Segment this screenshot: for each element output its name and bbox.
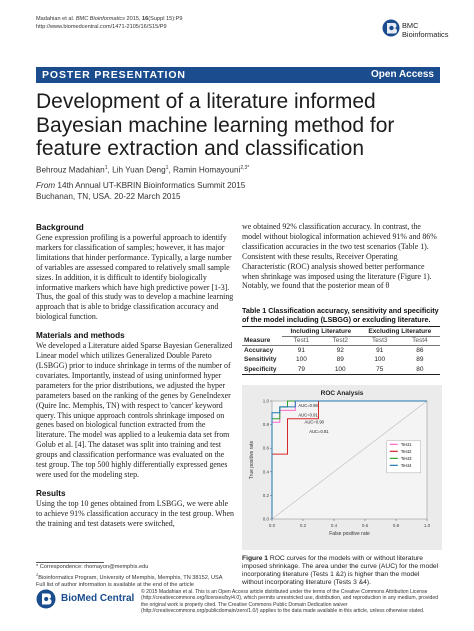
affiliation-sup: 2: [36, 572, 39, 578]
table-row: [242, 365, 440, 375]
logo-line1: BMC: [402, 21, 419, 30]
table-cell: 75: [360, 365, 400, 375]
figure-caption-text: ROC curves for the models with or without literature imposed shrinkage. The area under the curve (AUC) for the model incorporating literature (Tests 1 &2) is higher than the model without incorporating literature (Tests 3 &4).: [242, 555, 439, 587]
table-cell: 100: [295, 356, 307, 364]
conference-name: 14th Annual UT-KBRIN Bioinformatics Summit 2015: [57, 181, 246, 190]
affiliation: Bioinformatics Program, University of Memphis, Memphis, TN 38152, USA: [38, 575, 223, 582]
footnotes: [36, 564, 238, 589]
x-tick-label: 1.0: [423, 523, 431, 528]
y-tick-label: 0.6: [262, 445, 269, 451]
author-1-affil: 1: [104, 165, 108, 171]
right-column: [242, 222, 442, 291]
author-info: Full list of author information is available at the end of the article: [36, 582, 194, 589]
y-axis-label: True positive rate: [249, 440, 255, 480]
citation-header: [36, 16, 183, 31]
citation-url[interactable]: http://www.biomedcentral.com/1471-2105/16/S15/P9: [36, 23, 167, 30]
table-cell: 86: [416, 347, 424, 354]
table-cell: 91: [297, 347, 306, 354]
logo-line2: Bioinformatics: [402, 30, 449, 39]
biomed-central-logo: [36, 589, 136, 611]
results-text: Using the top 10 genes obtained from LSBGG, we were able to achieve 91% classification accuracy in the test group. When the training and test datasets were switched,: [36, 498, 234, 528]
row-label: Specificity: [242, 365, 282, 375]
legend-label-test3: Test3: [400, 455, 412, 461]
y-tick-label: 1.0: [262, 398, 269, 404]
bmc-bioinformatics-logo: [382, 19, 462, 53]
table-cell: 100: [374, 356, 386, 364]
bmc-logo-icon: [382, 19, 400, 37]
roc-figure: [242, 385, 442, 550]
y-tick-label: 0.4: [262, 469, 269, 475]
auc-annotation: AUC=0.90: [304, 419, 324, 425]
author-3-affil: 2,3*: [240, 165, 250, 171]
results-continued-text: we obtained 92% classification accuracy. In contrast, the model without biological information achieved 91% and 86% classification accuracies in the two test scenarios (Table 1). Consistent with these results, Receiver Operating Characteristic (ROC) analysis showed better performance when shrinkage was imposed using the literature (Figure 1). Notably, we found that the posterior mean of θ: [242, 222, 437, 291]
y-tick-label: 0.8: [262, 422, 269, 428]
legend-label-test4: Test4: [400, 462, 412, 468]
table-cell: 89: [416, 356, 424, 364]
x-tick-label: 0.4: [330, 523, 338, 528]
poster-label: POSTER PRESENTATION: [42, 69, 186, 81]
group-including-header: Including Literature: [282, 327, 360, 337]
affiliation-line: [36, 571, 238, 582]
background-heading: Background: [36, 223, 84, 232]
x-tick-label: 0.6: [361, 523, 369, 528]
conference-line1: [36, 180, 436, 191]
legend-label-test1: Test1: [400, 441, 412, 447]
column-header: Test4: [400, 336, 440, 346]
auc-annotation: AUC=0.98: [298, 402, 318, 408]
table-cell: 89: [336, 356, 344, 364]
x-axis-label: False positive rate: [329, 531, 370, 537]
table-row: [242, 355, 440, 365]
roc-chart: [242, 385, 442, 550]
classification-table: [242, 326, 440, 375]
article-title: Development of a literature informed Bayesian machine learning method for feature extraction and classification: [36, 90, 395, 160]
publisher-name: BioMed Central: [61, 593, 135, 604]
table-cell: 79: [282, 365, 321, 375]
column-header: Test1: [282, 336, 321, 346]
citation-journal: BMC Bioinformatics: [75, 16, 125, 22]
citation-year: 2015,: [124, 16, 143, 22]
table-cell: 92: [336, 347, 344, 354]
methods-heading: Materials and methods: [36, 331, 125, 341]
logo-text: [402, 21, 448, 39]
column-header: Test2: [321, 336, 360, 346]
author-2-affil: 1: [165, 165, 169, 171]
results-heading: Results: [36, 488, 66, 498]
group-excluding-header: Excluding Literature: [360, 327, 440, 337]
y-tick-label: 0.0: [262, 516, 269, 522]
chart-title: ROC Analysis: [320, 390, 364, 397]
figure-label: Figure 1: [242, 555, 269, 562]
conference-info: [36, 180, 436, 202]
measure-header: Measure: [242, 336, 282, 346]
table-caption: Table 1 Classification accuracy, sensitivity and specificity of the model including (LSBGG) or excluding literature.: [242, 306, 439, 324]
table-cell: 100: [321, 365, 360, 375]
from-label: From: [36, 181, 56, 190]
auc-annotation: AUC=0.81: [309, 428, 329, 434]
figure-caption: [242, 555, 442, 587]
table-cell: 91: [376, 347, 384, 354]
x-tick-label: 0.2: [299, 523, 307, 528]
methods-text: We developed a Literature aided Sparse Bayesian Generalized Linear model which utilizes Generalized Double Pareto (LSBGG) prior to induce shrinkage in terms of the number of covariates. Importantly, instead of using uninformed hyper parameters for the prior distributions, we adjusted the hyper parameters based on the ranking of the genes by GeneIndexer (Quire Inc. Memphis, TN) with respect to 'cancer' keyword query. This unique approach controls shrinkage imposed on genes based on biological function extracted from the literature. The model was applied to a leukemia data set from Golub et al. [4]. The dataset was split into training and test groups and classification performance was evaluated on the test group. The top 500 highly differentially expressed genes were used for the modeling step.: [36, 341, 233, 479]
author-2[interactable]: Lih Yuan Deng: [112, 165, 166, 175]
table-cell: 80: [400, 365, 440, 375]
left-column: [36, 222, 236, 529]
conference-place: Buchanan, TN, USA. 20-22 March 2015: [36, 192, 181, 201]
legend-label-test2: Test2: [400, 448, 412, 454]
x-tick-label: 0.0: [268, 523, 276, 528]
author-list: Behrouz Madahian$^1$, Lih Yuan Deng$^1$, Ramin Homayouni$^{2,3*}$: [36, 165, 250, 175]
row-label: Sensitivity: [244, 356, 277, 364]
open-access-label[interactable]: Open Access: [371, 69, 434, 80]
citation-line: [36, 16, 183, 24]
footnote-rule: [36, 562, 104, 563]
poster-presentation-band: [36, 67, 440, 83]
citation-authors: Madahian et al.: [36, 16, 75, 22]
license-text: © 2015 Madahian et al. This is an Open Access article distributed under the terms of the Creative Commons Attribution License (http://creativecommons.org/licenses/by/4.0), which permits unrestricted use, distribution, and reproduction in any medium, provided the original work is properly cited. The Creative Commons Public Domain Dedication waiver (http://creativecommons.org/publicdomain/zero/1.0/) applies to the data made available in this article, unless otherwise stated.: [141, 589, 438, 615]
citation-volume: 16: [142, 16, 149, 22]
author-3[interactable]: Ramin Homayouni: [173, 165, 241, 175]
citation-suppl: (Suppl 15):P9: [148, 16, 183, 22]
correspondence[interactable]: * Correspondence: rhomayon@memphis.edu: [36, 564, 149, 570]
x-tick-label: 0.8: [392, 523, 400, 528]
table-row: [242, 346, 440, 356]
table-corner: [242, 327, 282, 337]
y-tick-label: 0.2: [262, 492, 269, 498]
author-1[interactable]: Behrouz Madahian: [36, 165, 105, 175]
auc-annotation: AUC=0.91: [298, 412, 318, 418]
background-text: Gene expression profiling is a powerful approach to identify markers for classification of samples; however, it has major limitations that hinder performance. Typically, a large number of variables are assessed compared to relatively small sample sizes. In addition, it is difficult to identify biologically informative markers which have high predictive power [1-3]. Thus, the goal of this study was to develop a machine learning approach that is able to bridge classification accuracy and biological function.: [36, 233, 234, 322]
column-header: Test3: [360, 336, 400, 346]
row-label: Accuracy: [244, 347, 274, 354]
biomed-central-icon: [36, 589, 58, 609]
